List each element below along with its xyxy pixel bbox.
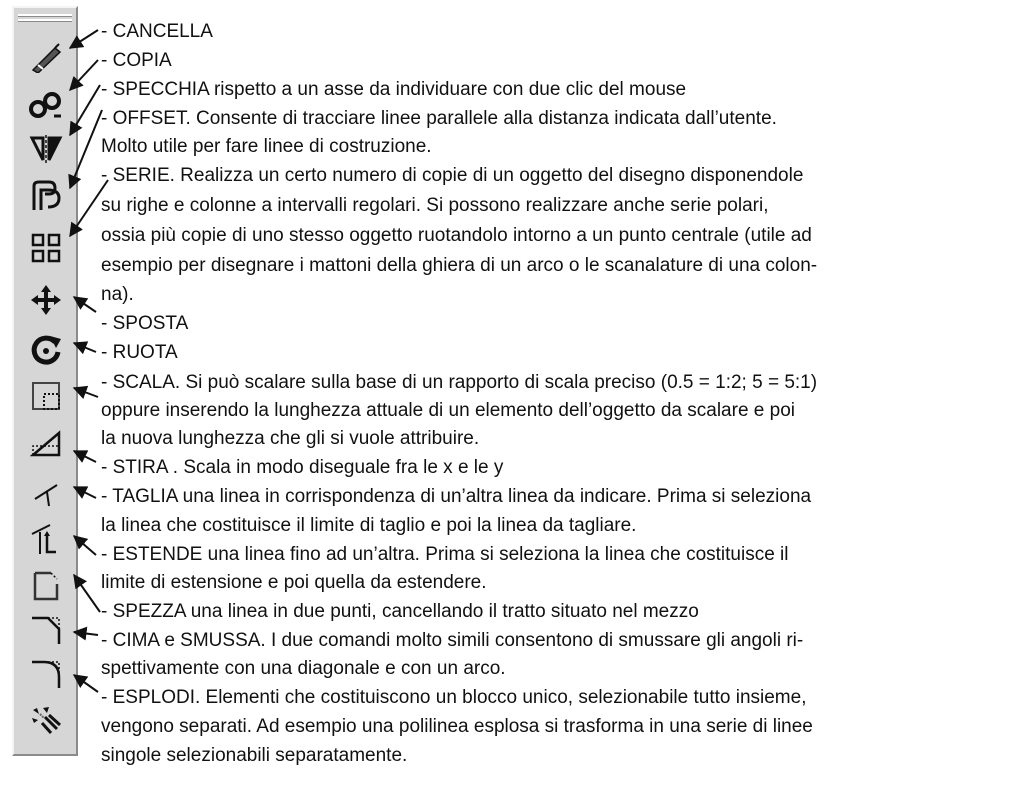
- text-line: - SPOSTA: [101, 313, 189, 334]
- text-line: - RUOTA: [101, 342, 178, 363]
- text-line: - SERIE. Realizza un certo numero di copie di un oggetto del disegno disponendole: [101, 165, 804, 186]
- arrow-copy: [70, 60, 98, 90]
- text-line: - COPIA: [101, 50, 172, 71]
- text-line: Molto utile per fare linee di costruzione.: [101, 136, 432, 157]
- arrow-move: [74, 297, 96, 312]
- arrow-offset: [70, 110, 102, 188]
- text-line: na).: [101, 284, 134, 305]
- text-line: vengono separati. Ad esempio una polilinea esplosa si trasforma in una serie di linee: [101, 716, 813, 737]
- arrow-trim: [74, 487, 96, 498]
- text-line: - CIMA e SMUSSA. I due comandi molto simili consentono di smussare gli angoli ri-: [101, 630, 804, 651]
- arrow-extend: [74, 536, 96, 555]
- text-line: la nuova lunghezza che gli si vuole attribuire.: [101, 428, 480, 449]
- arrow-rotate: [74, 343, 96, 352]
- text-line: spettivamente con una diagonale e con un arco.: [101, 658, 506, 679]
- text-line: - TAGLIA una linea in corrispondenza di un’altra linea da indicare. Prima si seleziona: [101, 486, 812, 507]
- text-line: su righe e colonne a intervalli regolari. Si possono realizzare anche serie polari,: [101, 195, 769, 216]
- arrow-chamfer-fillet: [74, 632, 98, 635]
- text-line: - ESPLODI. Elementi che costituiscono un blocco unico, selezionabile tutto insieme,: [101, 687, 807, 708]
- arrow-explode: [74, 675, 98, 692]
- text-line: - SPEZZA una linea in due punti, cancellando il tratto situato nel mezzo: [101, 601, 699, 622]
- text-line: limite di estensione e poi quella da estendere.: [101, 572, 487, 593]
- arrow-erase: [70, 30, 98, 48]
- arrow-stretch: [74, 451, 96, 462]
- text-line: singole selezionabili separatamente.: [101, 745, 408, 766]
- text-line: esempio per disegnare i mattoni della ghiera di un arco o le scanalature di una colon-: [101, 255, 818, 276]
- arrow-break: [74, 575, 100, 612]
- text-line: - STIRA . Scala in modo diseguale fra le x e le y: [101, 457, 504, 478]
- text-line: - ESTENDE una linea fino ad un’altra. Prima si seleziona la linea che costituisce il: [101, 544, 789, 565]
- text-line: oppure inserendo la lunghezza attuale di un elemento dell’oggetto da scalare e poi: [101, 400, 795, 421]
- text-line: - OFFSET. Consente di tracciare linee parallele alla distanza indicata dall’utente.: [101, 108, 777, 129]
- text-line: - SPECCHIA rispetto a un asse da individuare con due clic del mouse: [101, 79, 687, 100]
- text-line: la linea che costituisce il limite di taglio e poi la linea da tagliare.: [101, 515, 637, 536]
- arrow-scale: [74, 388, 98, 397]
- text-line: ossia più copie di uno stesso oggetto ruotandolo intorno a un punto centrale (utile ad: [101, 225, 812, 246]
- text-line: - SCALA. Si può scalare sulla base di un rapporto di scala preciso (0.5 = 1:2; 5 = 5:1): [101, 372, 818, 393]
- text-line: - CANCELLA: [101, 21, 213, 42]
